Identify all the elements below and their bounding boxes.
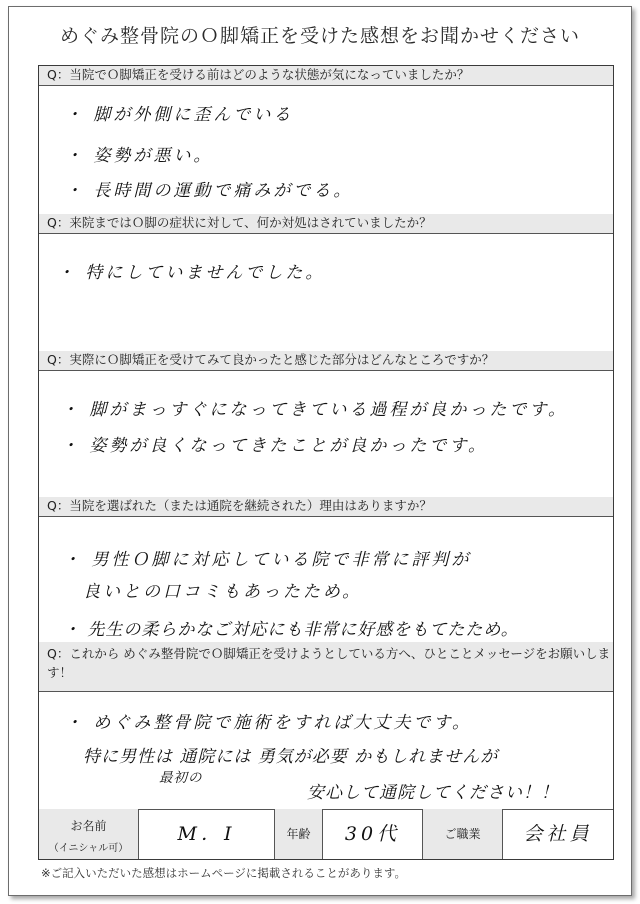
name-sub-label: （イニシャル可） xyxy=(48,843,129,854)
answer-2 xyxy=(39,234,613,352)
age-label: 年齢 xyxy=(275,809,323,859)
question-5: Q：これから めぐみ整骨院でＯ脚矯正を受けようとしている方へ、ひとことメッセージをお願いします！ xyxy=(39,642,613,692)
question-2: Q：来院まではＯ脚の症状に対して、何か対処はされていましたか？ xyxy=(39,214,613,234)
answer-5-line-3: 最初の xyxy=(159,770,203,786)
profile-row xyxy=(39,809,613,859)
survey-form xyxy=(38,65,614,860)
name-value: M．I xyxy=(139,809,275,859)
answer-4-line-3: ・ 先生の柔らかなご対応にも非常に好感をもてたため。 xyxy=(63,620,519,640)
answer-5-line-1: ・ めぐみ整骨院で施術をすれば大丈夫です。 xyxy=(65,713,473,733)
answer-5-line-4: 安心して通院してください！！ xyxy=(307,783,559,803)
question-4: Q：当院を選ばれた（または通院を継続された）理由はありますか？ xyxy=(39,497,613,517)
answer-4-line-2: 良いとの口コミもあったため。 xyxy=(83,582,363,602)
answer-5-line-2: 特に男性は 通院には 勇気が必要 かもしれませんが xyxy=(83,747,499,767)
answer-4 xyxy=(39,517,613,643)
answer-1-line-3: ・ 長時間の運動で痛みがでる。 xyxy=(65,181,354,201)
answer-1 xyxy=(39,86,613,215)
question-3: Q：実際にＯ脚矯正を受けてみて良かったと感じた部分はどんなところですか？ xyxy=(39,351,613,371)
answer-3-line-1: ・ 脚がまっすぐになってきている過程が良かったです。 xyxy=(61,400,569,420)
answer-1-line-2: ・ 姿勢が悪い。 xyxy=(65,146,214,166)
job-label: ご職業 xyxy=(423,809,503,859)
age-value: 30代 xyxy=(323,809,423,859)
footnote: ※ご記入いただいた感想はホームページに掲載されることがあります。 xyxy=(41,866,406,880)
answer-1-line-1: ・ 脚が外側に歪んでいる xyxy=(65,105,294,125)
answer-3-line-2: ・ 姿勢が良くなってきたことが良かったです。 xyxy=(61,436,489,456)
survey-sheet xyxy=(8,6,632,896)
name-label-cell xyxy=(39,809,139,859)
question-1: Q：当院でＯ脚矯正を受ける前はどのような状態が気になっていましたか？ xyxy=(39,66,613,86)
job-value: 会社員 xyxy=(523,823,593,845)
page-title: めぐみ整骨院のＯ脚矯正を受けた感想をお聞かせください xyxy=(59,25,580,47)
answer-4-line-1: ・ 男性Ｏ脚に対応している院で非常に評判が xyxy=(63,550,472,570)
answer-2-line-1: ・ 特にしていませんでした。 xyxy=(57,263,326,283)
name-label: お名前 xyxy=(70,819,107,833)
answer-3 xyxy=(39,371,613,498)
answer-5 xyxy=(39,692,613,810)
